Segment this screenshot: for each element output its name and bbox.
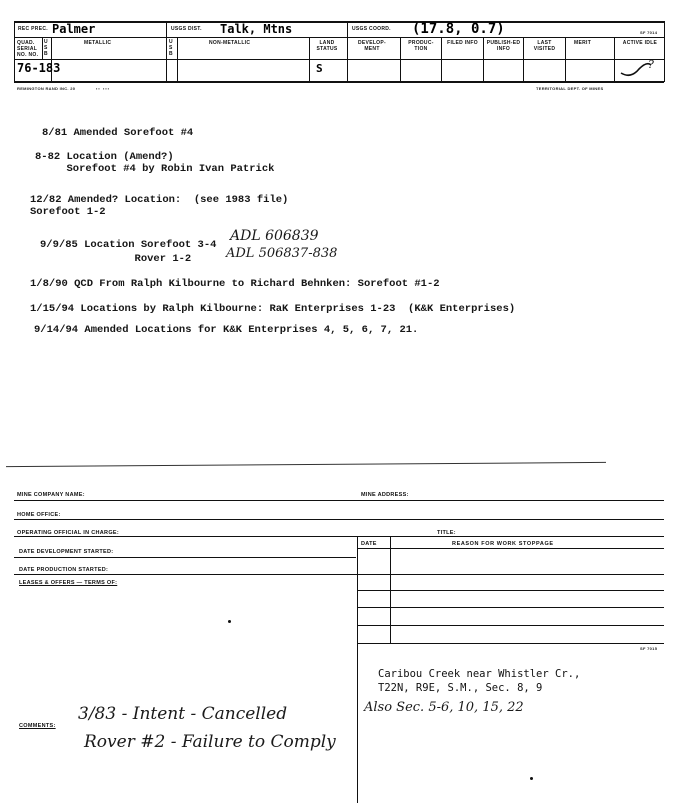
title-label: TITLE:: [437, 530, 456, 536]
entry-line: 8/81 Amended Sorefoot #4: [42, 127, 194, 139]
form-line: [357, 548, 664, 549]
filed-info-label: FILED INFO: [447, 40, 478, 46]
entry-line: 9/9/85 Location Sorefoot 3-4: [40, 239, 217, 251]
date-column-label: DATE: [361, 541, 377, 547]
handwritten-adl-2: ADL 506837-838: [226, 246, 338, 261]
form-line: [14, 557, 356, 558]
header-col-divider: [309, 37, 310, 82]
handwritten-comment-2: Rover #2 - Failure to Comply: [84, 732, 336, 752]
non-metallic-label: NON-METALLIC: [209, 40, 251, 46]
header-table: [14, 21, 664, 83]
form-code-top: SF 7014: [640, 30, 658, 35]
form-line: [14, 574, 664, 575]
merit-label: MERIT: [574, 40, 592, 46]
header-row-divider-2: [14, 59, 664, 60]
header-col-divider: [177, 37, 178, 82]
form-col-divider: [357, 643, 358, 803]
land-status-value: S: [316, 62, 323, 75]
production-label: PRODUC-TION: [408, 40, 434, 52]
entry-line: 9/14/94 Amended Locations for K&K Enterprises 4, 5, 6, 7, 21.: [34, 324, 419, 336]
header-col-divider: [523, 37, 524, 82]
form-line: [357, 625, 664, 626]
printer-line: REMINGTON RAND INC. 20: [17, 86, 76, 91]
usb-2-label: U S B: [169, 39, 173, 57]
operating-official-label: OPERATING OFFICIAL IN CHARGE:: [17, 530, 119, 536]
ink-speck: [530, 777, 533, 780]
form-line: [357, 643, 664, 644]
form-line: [14, 500, 664, 501]
ink-speck: [228, 620, 231, 623]
header-col-divider: [483, 37, 484, 82]
form-top-line: [6, 462, 606, 467]
published-label: PUBLISH-ED INFO: [486, 40, 521, 52]
leases-label: LEASES & OFFERS — TERMS OF:: [19, 580, 118, 586]
header-left-border: [14, 21, 15, 82]
handwritten-also-sec: Also Sec. 5-6, 10, 15, 22: [364, 700, 524, 715]
location-line-2: T22N, R9E, S.M., Sec. 8, 9: [378, 682, 543, 694]
header-col-divider: [347, 21, 348, 82]
header-col-divider: [51, 37, 52, 82]
form-line: [14, 519, 664, 520]
form-code-bottom: SF 7015: [640, 646, 658, 651]
comments-label: COMMENTS:: [19, 723, 56, 729]
entry-line: 1/8/90 QCD From Ralph Kilbourne to Richard Behnken: Sorefoot #1-2: [30, 278, 440, 290]
quad-serial-label: QUAD. SERIAL NO. NO.: [17, 40, 39, 58]
header-top-border: [14, 21, 664, 23]
handwritten-adl-1: ADL 606839: [230, 228, 319, 244]
usgs-coord-label: USGS COORD.: [352, 26, 391, 32]
active-checkmark-icon: [617, 59, 663, 83]
entry-line: Rover 1-2: [40, 253, 192, 265]
header-row-divider: [14, 37, 664, 38]
usgs-dist-value: Talk, Mtns: [220, 22, 293, 36]
entry-line: 12/82 Amended? Location: (see 1983 file): [30, 194, 289, 206]
land-status-label: LAND STATUS: [316, 40, 338, 52]
location-line-1: Caribou Creek near Whistler Cr.,: [378, 668, 581, 680]
territorial-line: TERRITORIAL DEPT. OF MINES: [536, 86, 604, 91]
header-bottom-border: [14, 81, 664, 83]
header-col-divider: [400, 37, 401, 82]
header-col-divider: [614, 37, 615, 82]
date-production-label: DATE PRODUCTION STARTED:: [19, 567, 109, 573]
entry-line: 1/15/94 Locations by Ralph Kilbourne: RaK Enterprises 1-23 (K&K Enterprises): [30, 303, 516, 315]
header-right-border: [664, 21, 665, 82]
rec-prec-value: Palmer: [52, 22, 96, 36]
serial-value: 76-183: [17, 61, 61, 75]
home-office-label: HOME OFFICE:: [17, 512, 61, 518]
entry-line: Sorefoot 1-2: [30, 206, 106, 218]
usb-1-label: U S B: [44, 39, 48, 57]
mine-address-label: MINE ADDRESS:: [361, 492, 409, 498]
header-col-divider: [565, 37, 566, 82]
mine-company-label: MINE COMPANY NAME:: [17, 492, 85, 498]
rec-prec-label: REC PREC.: [18, 26, 48, 32]
entry-line: 8-82 Location (Amend?): [35, 151, 174, 163]
usgs-dist-label: USGS DIST.: [171, 26, 202, 32]
form-line: [357, 607, 664, 608]
reason-column-label: REASON FOR WORK STOPPAGE: [452, 541, 554, 547]
form-line: [357, 590, 664, 591]
active-question-mark: ?: [648, 58, 654, 71]
entry-line: Sorefoot #4 by Robin Ivan Patrick: [35, 163, 275, 175]
handwritten-comment-1: 3/83 - Intent - Cancelled: [78, 704, 288, 724]
header-col-divider: [441, 37, 442, 82]
printer-marks: ▪▪ ▪▪▪: [96, 86, 111, 91]
date-development-label: DATE DEVELOPMENT STARTED:: [19, 549, 114, 555]
form-line: [14, 536, 664, 537]
last-visited-label: LAST VISITED: [533, 40, 556, 52]
develop-label: DEVELOP-MENT: [358, 40, 386, 52]
header-col-divider: [42, 37, 43, 59]
usgs-coord-value: (17.8, 0.7): [412, 21, 505, 37]
header-col-divider: [166, 21, 167, 82]
active-idle-label: ACTIVE IDLE: [622, 40, 658, 46]
metallic-label: METALLIC: [84, 40, 112, 46]
